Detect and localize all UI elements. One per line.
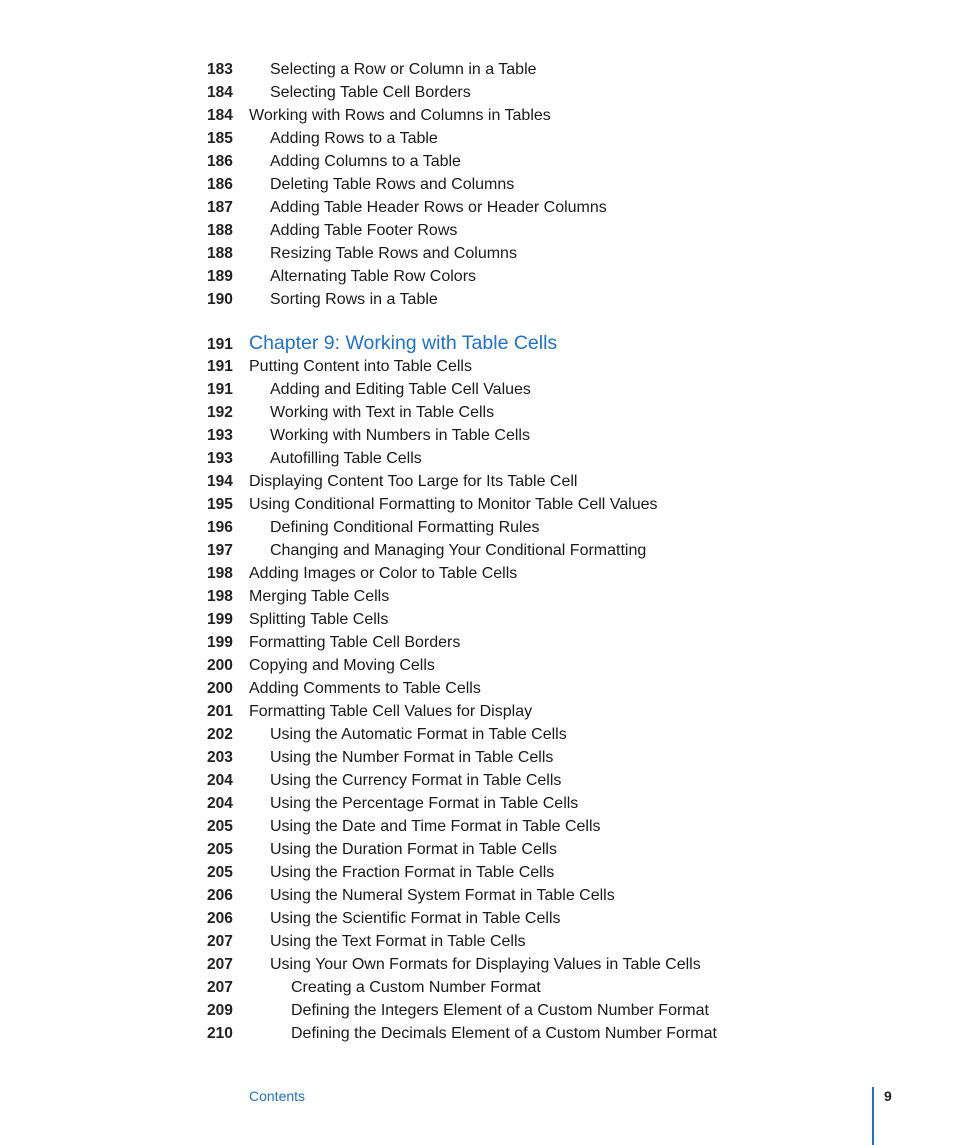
toc-page-number: 193 xyxy=(207,450,233,467)
toc-page-number: 193 xyxy=(207,427,233,444)
toc-page-number: 205 xyxy=(207,841,233,858)
toc-entry[interactable] xyxy=(207,838,807,861)
toc-entry[interactable] xyxy=(207,700,807,723)
toc-page-number: 207 xyxy=(207,979,233,996)
toc-entry[interactable] xyxy=(207,150,807,173)
toc-page-number: 197 xyxy=(207,542,233,559)
toc-entry-title[interactable]: Using the Currency Format in Table Cells xyxy=(270,772,562,789)
toc-entry[interactable] xyxy=(207,746,807,769)
chapter-title[interactable]: Chapter 9: Working with Table Cells xyxy=(249,332,558,354)
toc-entry[interactable] xyxy=(207,173,807,196)
toc-page-number: 209 xyxy=(207,1002,233,1019)
toc-entry-title[interactable]: Using the Fraction Format in Table Cells xyxy=(270,864,555,881)
toc-page-number: 194 xyxy=(207,473,233,490)
toc-entry[interactable] xyxy=(207,516,807,539)
toc-entry[interactable] xyxy=(207,654,807,677)
toc-entry-title[interactable]: Using the Numeral System Format in Table Cells xyxy=(270,887,615,904)
toc-page-number: 190 xyxy=(207,291,233,308)
toc-entry[interactable] xyxy=(207,631,807,654)
toc-page-number: 183 xyxy=(207,61,233,78)
toc-entry[interactable] xyxy=(207,242,807,265)
toc-entry[interactable] xyxy=(207,907,807,930)
toc-entry-title[interactable]: Adding and Editing Table Cell Values xyxy=(270,381,531,398)
toc-page-number: 205 xyxy=(207,818,233,835)
toc-page-number: 188 xyxy=(207,245,233,262)
toc-entry[interactable] xyxy=(207,493,807,516)
toc-page-number: 184 xyxy=(207,84,233,101)
toc-entry-title[interactable]: Defining Conditional Formatting Rules xyxy=(270,519,540,536)
toc-entry-title[interactable]: Adding Table Header Rows or Header Columns xyxy=(270,199,607,216)
toc-page-number: 203 xyxy=(207,749,233,766)
toc-section-after xyxy=(207,355,807,1045)
toc-entry[interactable] xyxy=(207,265,807,288)
toc-entry-title[interactable]: Using the Text Format in Table Cells xyxy=(270,933,526,950)
toc-entry[interactable] xyxy=(207,723,807,746)
toc-entry[interactable] xyxy=(207,470,807,493)
toc-entry-title[interactable]: Putting Content into Table Cells xyxy=(249,358,472,375)
toc-entry[interactable] xyxy=(207,288,807,311)
toc-page-number: 198 xyxy=(207,565,233,582)
toc-entry-title[interactable]: Defining the Integers Element of a Custom Number Format xyxy=(291,1002,709,1019)
toc-entry-title[interactable]: Merging Table Cells xyxy=(249,588,390,605)
toc-page-number: 196 xyxy=(207,519,233,536)
toc-entry-title[interactable]: Using the Scientific Format in Table Cells xyxy=(270,910,561,927)
toc-page-number: 185 xyxy=(207,130,233,147)
toc-entry-title[interactable]: Using the Percentage Format in Table Cells xyxy=(270,795,579,812)
toc-page-number: 186 xyxy=(207,153,233,170)
toc-entry[interactable] xyxy=(207,999,807,1022)
chapter-page-number: 191 xyxy=(207,336,233,353)
toc-page-number: 191 xyxy=(207,358,233,375)
toc-page-number: 198 xyxy=(207,588,233,605)
toc-entry-title[interactable]: Selecting a Row or Column in a Table xyxy=(270,61,537,78)
toc-entry[interactable] xyxy=(207,976,807,999)
toc-page-number: 184 xyxy=(207,107,233,124)
toc-entry[interactable] xyxy=(207,58,807,81)
toc-page-number: 188 xyxy=(207,222,233,239)
toc-entry[interactable] xyxy=(207,815,807,838)
toc-page-number: 210 xyxy=(207,1025,233,1042)
toc-entry[interactable] xyxy=(207,81,807,104)
toc-page-number: 199 xyxy=(207,634,233,651)
toc-entry-title[interactable]: Creating a Custom Number Format xyxy=(291,979,541,996)
toc-entry-title[interactable]: Autofilling Table Cells xyxy=(270,450,422,467)
toc-page-number: 200 xyxy=(207,680,233,697)
toc-entry-title[interactable]: Copying and Moving Cells xyxy=(249,657,435,674)
toc-entry-title[interactable]: Alternating Table Row Colors xyxy=(270,268,477,285)
toc-entry-title[interactable]: Using Your Own Formats for Displaying Values in Table Cells xyxy=(270,956,701,973)
toc-entry[interactable] xyxy=(207,539,807,562)
toc-page-number: 202 xyxy=(207,726,233,743)
toc-entry[interactable] xyxy=(207,104,807,127)
toc-entry[interactable] xyxy=(207,769,807,792)
footer-section-label: Contents xyxy=(249,1088,306,1104)
chapter-heading[interactable] xyxy=(207,331,807,355)
toc-page-number: 206 xyxy=(207,887,233,904)
toc-entry-title[interactable]: Selecting Table Cell Borders xyxy=(270,84,471,101)
toc-entry-title[interactable]: Adding Rows to a Table xyxy=(270,130,438,147)
toc-entry[interactable] xyxy=(207,792,807,815)
toc-entry-title[interactable]: Adding Images or Color to Table Cells xyxy=(249,565,518,582)
toc-entry[interactable] xyxy=(207,424,807,447)
toc-entry-title[interactable]: Changing and Managing Your Conditional Formatting xyxy=(270,542,647,559)
toc-entry[interactable] xyxy=(207,447,807,470)
toc-entry-title[interactable]: Splitting Table Cells xyxy=(249,611,389,628)
toc-page-number: 205 xyxy=(207,864,233,881)
toc-entry[interactable] xyxy=(207,884,807,907)
toc-entry-title[interactable]: Adding Comments to Table Cells xyxy=(249,680,481,697)
toc-entry[interactable] xyxy=(207,196,807,219)
toc-page-number: 187 xyxy=(207,199,233,216)
toc-page-number: 195 xyxy=(207,496,233,513)
toc-entry[interactable] xyxy=(207,930,807,953)
toc-entry[interactable] xyxy=(207,953,807,976)
toc-page-number: 192 xyxy=(207,404,233,421)
toc-page-number: 206 xyxy=(207,910,233,927)
toc-entry-title[interactable]: Resizing Table Rows and Columns xyxy=(270,245,517,262)
toc-page-number: 199 xyxy=(207,611,233,628)
toc-entry-title[interactable]: Using the Date and Time Format in Table Cells xyxy=(270,818,601,835)
toc-page-number: 201 xyxy=(207,703,233,720)
toc-entry[interactable] xyxy=(207,861,807,884)
toc-entry-title[interactable]: Defining the Decimals Element of a Custom Number Format xyxy=(291,1025,717,1042)
toc-section-before xyxy=(207,58,807,311)
toc-entry-title[interactable]: Working with Rows and Columns in Tables xyxy=(249,107,551,124)
toc-entry-title[interactable]: Adding Table Footer Rows xyxy=(270,222,458,239)
toc-entry-title[interactable]: Adding Columns to a Table xyxy=(270,153,461,170)
toc-entry-title[interactable]: Using the Number Format in Table Cells xyxy=(270,749,554,766)
toc-entry-title[interactable]: Displaying Content Too Large for Its Table Cell xyxy=(249,473,578,490)
footer-page-number: 9 xyxy=(884,1088,892,1104)
toc-entry[interactable] xyxy=(207,562,807,585)
toc-entry-title[interactable]: Formatting Table Cell Values for Display xyxy=(249,703,533,720)
footer-divider xyxy=(872,1087,874,1145)
toc-entry-title[interactable]: Using the Automatic Format in Table Cells xyxy=(270,726,567,743)
toc-entry[interactable] xyxy=(207,585,807,608)
toc-page-number: 200 xyxy=(207,657,233,674)
toc-page-number: 186 xyxy=(207,176,233,193)
toc-entry-title[interactable]: Using Conditional Formatting to Monitor Table Cell Values xyxy=(249,496,658,513)
toc-entry-title[interactable]: Sorting Rows in a Table xyxy=(270,291,438,308)
toc-entry-title[interactable]: Formatting Table Cell Borders xyxy=(249,634,461,651)
toc-entry[interactable] xyxy=(207,127,807,150)
table-of-contents xyxy=(207,58,807,1045)
toc-page-number: 204 xyxy=(207,772,233,789)
toc-page-number: 189 xyxy=(207,268,233,285)
toc-entry[interactable] xyxy=(207,219,807,242)
toc-entry[interactable] xyxy=(207,1022,807,1045)
toc-entry-title[interactable]: Working with Text in Table Cells xyxy=(270,404,495,421)
toc-entry-title[interactable]: Deleting Table Rows and Columns xyxy=(270,176,515,193)
toc-entry[interactable] xyxy=(207,355,807,378)
toc-entry[interactable] xyxy=(207,378,807,401)
toc-entry[interactable] xyxy=(207,401,807,424)
toc-page-number: 207 xyxy=(207,956,233,973)
toc-entry[interactable] xyxy=(207,608,807,631)
toc-entry[interactable] xyxy=(207,677,807,700)
toc-page-number: 207 xyxy=(207,933,233,950)
toc-page-number: 204 xyxy=(207,795,233,812)
toc-entry-title[interactable]: Using the Duration Format in Table Cells xyxy=(270,841,557,858)
toc-entry-title[interactable]: Working with Numbers in Table Cells xyxy=(270,427,530,444)
toc-page-number: 191 xyxy=(207,381,233,398)
